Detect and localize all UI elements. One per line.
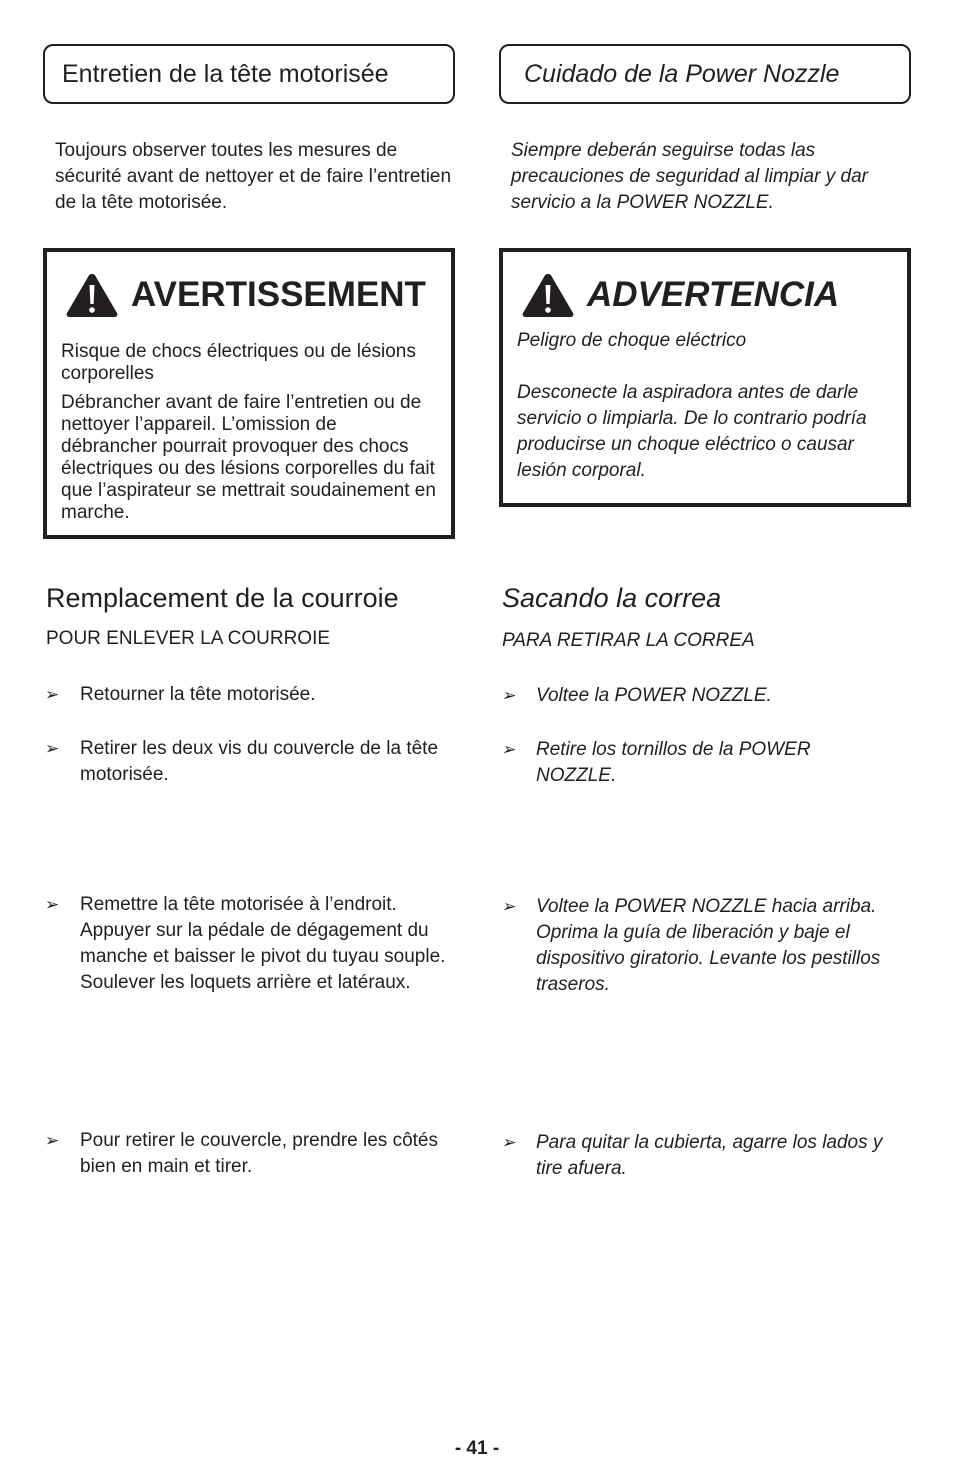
french-step-2 [43, 736, 455, 788]
spanish-step-1-text: Voltee la POWER NOZZLE. [536, 685, 772, 706]
spanish-step-4-text: Para quitar la cubierta, agarre los lados y tire afuera. [536, 1132, 883, 1179]
french-subtitle: POUR ENLEVER LA COURROIE [46, 628, 331, 649]
french-warning-line1: Risque de chocs électriques ou de lésions corporelles [61, 341, 416, 384]
french-section-heading [43, 44, 455, 104]
spanish-warning-word: ADVERTENCIA [587, 275, 840, 314]
spanish-heading-text: Cuidado de la Power Nozzle [524, 59, 840, 88]
bullet-arrow-icon: ➢ [45, 739, 60, 758]
french-step-2-text: Retirer les deux vis du couvercle de la tête motorisée. [80, 738, 439, 785]
spanish-intro-text: Siempre deberán seguirse todas las precauciones de seguridad al limpiar y dar servicio a la POWER NOZZLE. [511, 140, 868, 213]
spanish-step-3 [499, 894, 904, 998]
french-intro-text: Toujours observer toutes les mesures de sécurité avant de nettoyer et de faire l’entretien de la tête motorisée. [55, 140, 452, 213]
french-step-1-text: Retourner la tête motorisée. [80, 684, 316, 705]
spanish-section-title: Sacando la correa [502, 583, 722, 613]
spanish-section-heading [499, 44, 911, 104]
french-warning-word: AVERTISSEMENT [131, 275, 426, 314]
french-warning-title [65, 272, 426, 318]
bullet-arrow-icon: ➢ [45, 895, 60, 914]
bullet-arrow-icon: ➢ [501, 1133, 516, 1152]
french-heading-text: Entretien de la tête motorisée [62, 59, 389, 88]
bullet-arrow-icon: ➢ [45, 685, 60, 704]
page-number: - 41 - [454, 1438, 500, 1459]
spanish-warning-line1: Peligro de choque eléctrico [517, 330, 747, 351]
french-step-4-text: Pour retirer le couvercle, prendre les côtés bien en main et tirer. [80, 1130, 438, 1177]
warning-triangle-icon [65, 272, 119, 318]
spanish-warning-line2: Desconecte la aspiradora antes de darle servicio o limpiarla. De lo contrario podría producirse un choque eléctrico o causar lesión corporal. [517, 382, 867, 481]
spanish-warning-box [499, 248, 911, 507]
spanish-step-3-text: Voltee la POWER NOZZLE hacia arriba. Oprima la guía de liberación y baje el dispositivo giratorio. Levante los pestillos traseros. [536, 896, 881, 995]
bullet-arrow-icon: ➢ [45, 1131, 60, 1150]
spanish-step-4 [499, 1130, 904, 1182]
french-step-4 [43, 1128, 455, 1180]
bullet-arrow-icon: ➢ [501, 686, 516, 705]
french-step-3-text: Remettre la tête motorisée à l’endroit. Appuyer sur la pédale de dégagement du manche et baisser le pivot du tuyau souple. Soulever les loquets arrière et latéraux. [80, 894, 446, 993]
french-warning-box [43, 248, 455, 539]
french-step-3 [43, 892, 455, 996]
french-step-1 [43, 682, 455, 708]
spanish-step-2 [499, 737, 844, 789]
bullet-arrow-icon: ➢ [501, 897, 516, 916]
french-warning-line2: Débrancher avant de faire l’entretien ou de nettoyer l’appareil. L’omission de débrancher pourrait provoquer des chocs électriques ou des lésions corporelles du fait que l’aspirateur se mettrait soudainement en marche. [61, 392, 436, 523]
french-section-title: Remplacement de la courroie [46, 583, 399, 613]
spanish-step-2-text: Retire los tornillos de la POWER NOZZLE. [536, 739, 811, 786]
spanish-step-1 [499, 683, 904, 709]
spanish-warning-title [521, 272, 839, 318]
bullet-arrow-icon: ➢ [501, 740, 516, 759]
warning-triangle-icon [521, 272, 575, 318]
spanish-subtitle: PARA RETIRAR LA CORREA [502, 630, 755, 651]
